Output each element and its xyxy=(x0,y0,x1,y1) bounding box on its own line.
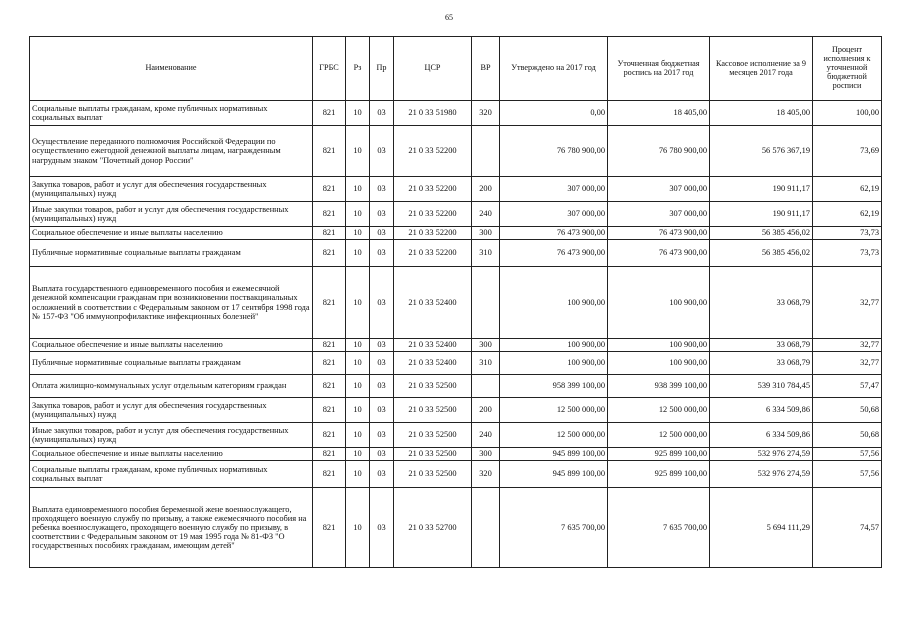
row-grbs: 821 xyxy=(313,398,346,423)
row-revised: 938 399 100,00 xyxy=(608,375,710,398)
row-revised: 307 000,00 xyxy=(608,202,710,227)
table-row xyxy=(30,227,882,240)
row-executed: 18 405,00 xyxy=(710,101,813,126)
row-vr: 300 xyxy=(472,448,500,461)
table-row xyxy=(30,423,882,448)
row-approved: 958 399 100,00 xyxy=(500,375,608,398)
row-pr: 03 xyxy=(370,202,394,227)
row-csr: 21 0 33 52500 xyxy=(394,461,472,488)
row-vr xyxy=(472,375,500,398)
row-approved: 12 500 000,00 xyxy=(500,423,608,448)
row-csr: 21 0 33 52200 xyxy=(394,202,472,227)
row-revised: 76 780 900,00 xyxy=(608,126,710,177)
row-pr: 03 xyxy=(370,339,394,352)
row-name: Социальные выплаты гражданам, кроме публичных нормативных социальных выплат xyxy=(30,461,313,488)
row-pr: 03 xyxy=(370,240,394,267)
row-grbs: 821 xyxy=(313,240,346,267)
row-grbs: 821 xyxy=(313,352,346,375)
row-rz: 10 xyxy=(346,423,370,448)
row-approved: 0,00 xyxy=(500,101,608,126)
row-rz: 10 xyxy=(346,448,370,461)
row-revised: 7 635 700,00 xyxy=(608,488,710,568)
row-rz: 10 xyxy=(346,202,370,227)
row-approved: 100 900,00 xyxy=(500,267,608,339)
row-pr: 03 xyxy=(370,267,394,339)
row-pr: 03 xyxy=(370,448,394,461)
row-rz: 10 xyxy=(346,267,370,339)
row-vr: 320 xyxy=(472,461,500,488)
row-name: Выплата единовременного пособия беременной жене военнослужащего, проходящего военную службу по призыву, а также ежемесячного пособия на ребенка военнослужащего, проходящего военную службу по призыву, в соответствии с Федеральным законом от 19 мая 1995 года № 81-ФЗ "О государственных пособиях гражданам, имеющим детей" xyxy=(30,488,313,568)
row-csr: 21 0 33 51980 xyxy=(394,101,472,126)
row-percent: 32,77 xyxy=(813,339,882,352)
row-name: Социальное обеспечение и иные выплаты населению xyxy=(30,339,313,352)
row-grbs: 821 xyxy=(313,488,346,568)
row-name: Закупка товаров, работ и услуг для обеспечения государственных (муниципальных) нужд xyxy=(30,398,313,423)
budget-table xyxy=(29,36,882,568)
row-executed: 33 068,79 xyxy=(710,267,813,339)
row-vr: 320 xyxy=(472,101,500,126)
row-revised: 76 473 900,00 xyxy=(608,240,710,267)
row-percent: 73,69 xyxy=(813,126,882,177)
table-row xyxy=(30,488,882,568)
row-revised: 100 900,00 xyxy=(608,267,710,339)
row-approved: 307 000,00 xyxy=(500,177,608,202)
row-rz: 10 xyxy=(346,339,370,352)
row-name: Публичные нормативные социальные выплаты гражданам xyxy=(30,352,313,375)
row-name: Социальные выплаты гражданам, кроме публичных нормативных социальных выплат xyxy=(30,101,313,126)
row-pr: 03 xyxy=(370,375,394,398)
header-revised: Уточненная бюджетная роспись на 2017 год xyxy=(608,37,710,101)
row-csr: 21 0 33 52400 xyxy=(394,352,472,375)
row-executed: 56 385 456,02 xyxy=(710,227,813,240)
row-pr: 03 xyxy=(370,101,394,126)
row-rz: 10 xyxy=(346,375,370,398)
header-row xyxy=(30,37,882,101)
table-row xyxy=(30,461,882,488)
row-vr xyxy=(472,267,500,339)
table-row xyxy=(30,339,882,352)
row-grbs: 821 xyxy=(313,461,346,488)
row-name: Оплата жилищно-коммунальных услуг отдельным категориям граждан xyxy=(30,375,313,398)
row-percent: 57,56 xyxy=(813,461,882,488)
row-csr: 21 0 33 52200 xyxy=(394,126,472,177)
row-rz: 10 xyxy=(346,101,370,126)
row-grbs: 821 xyxy=(313,126,346,177)
row-csr: 21 0 33 52200 xyxy=(394,240,472,267)
row-revised: 12 500 000,00 xyxy=(608,423,710,448)
row-pr: 03 xyxy=(370,423,394,448)
row-rz: 10 xyxy=(346,240,370,267)
row-pr: 03 xyxy=(370,398,394,423)
row-revised: 12 500 000,00 xyxy=(608,398,710,423)
row-grbs: 821 xyxy=(313,267,346,339)
row-grbs: 821 xyxy=(313,375,346,398)
row-name: Выплата государственного единовременного пособия и ежемесячной денежной компенсации гражданам при возникновении поствакцинальных осложнений в соответствии с Федеральным законом от 17 сентября 1998 года № 157-ФЗ "Об иммунопрофилактике инфекционных болезней" xyxy=(30,267,313,339)
row-executed: 33 068,79 xyxy=(710,339,813,352)
row-approved: 100 900,00 xyxy=(500,339,608,352)
header-approved: Утверждено на 2017 год xyxy=(500,37,608,101)
row-executed: 56 576 367,19 xyxy=(710,126,813,177)
row-percent: 32,77 xyxy=(813,352,882,375)
row-revised: 100 900,00 xyxy=(608,339,710,352)
row-executed: 33 068,79 xyxy=(710,352,813,375)
row-approved: 100 900,00 xyxy=(500,352,608,375)
row-percent: 50,68 xyxy=(813,423,882,448)
row-executed: 532 976 274,59 xyxy=(710,448,813,461)
row-rz: 10 xyxy=(346,398,370,423)
row-rz: 10 xyxy=(346,461,370,488)
row-name: Иные закупки товаров, работ и услуг для обеспечения государственных (муниципальных) нужд xyxy=(30,423,313,448)
row-csr: 21 0 33 52500 xyxy=(394,423,472,448)
row-percent: 62,19 xyxy=(813,177,882,202)
header-percent: Процент исполнения к уточненной бюджетной росписи xyxy=(813,37,882,101)
row-executed: 5 694 111,29 xyxy=(710,488,813,568)
row-vr: 300 xyxy=(472,339,500,352)
row-grbs: 821 xyxy=(313,423,346,448)
row-percent: 57,56 xyxy=(813,448,882,461)
row-name: Социальное обеспечение и иные выплаты населению xyxy=(30,227,313,240)
row-executed: 6 334 509,86 xyxy=(710,398,813,423)
row-percent: 62,19 xyxy=(813,202,882,227)
row-vr xyxy=(472,488,500,568)
page-number: 65 xyxy=(445,13,453,22)
row-grbs: 821 xyxy=(313,202,346,227)
header-csr: ЦСР xyxy=(394,37,472,101)
row-grbs: 821 xyxy=(313,227,346,240)
row-vr: 310 xyxy=(472,240,500,267)
header-executed: Кассовое исполнение за 9 месяцев 2017 года xyxy=(710,37,813,101)
row-executed: 56 385 456,02 xyxy=(710,240,813,267)
row-csr: 21 0 33 52700 xyxy=(394,488,472,568)
row-name: Социальное обеспечение и иные выплаты населению xyxy=(30,448,313,461)
row-vr: 240 xyxy=(472,202,500,227)
row-vr: 240 xyxy=(472,423,500,448)
row-executed: 6 334 509,86 xyxy=(710,423,813,448)
row-approved: 7 635 700,00 xyxy=(500,488,608,568)
row-csr: 21 0 33 52500 xyxy=(394,398,472,423)
row-executed: 532 976 274,59 xyxy=(710,461,813,488)
row-csr: 21 0 33 52200 xyxy=(394,177,472,202)
row-percent: 50,68 xyxy=(813,398,882,423)
row-percent: 100,00 xyxy=(813,101,882,126)
table-row xyxy=(30,202,882,227)
row-vr: 300 xyxy=(472,227,500,240)
row-percent: 74,57 xyxy=(813,488,882,568)
row-rz: 10 xyxy=(346,488,370,568)
row-revised: 307 000,00 xyxy=(608,177,710,202)
row-pr: 03 xyxy=(370,126,394,177)
row-percent: 32,77 xyxy=(813,267,882,339)
row-grbs: 821 xyxy=(313,339,346,352)
row-revised: 925 899 100,00 xyxy=(608,448,710,461)
header-rz: Рз xyxy=(346,37,370,101)
header-grbs: ГРБС xyxy=(313,37,346,101)
row-pr: 03 xyxy=(370,461,394,488)
row-revised: 76 473 900,00 xyxy=(608,227,710,240)
row-csr: 21 0 33 52500 xyxy=(394,375,472,398)
row-approved: 76 473 900,00 xyxy=(500,227,608,240)
table-row xyxy=(30,352,882,375)
row-grbs: 821 xyxy=(313,101,346,126)
row-percent: 73,73 xyxy=(813,240,882,267)
table-row xyxy=(30,240,882,267)
row-name: Осуществление переданного полномочия Российской Федерации по осуществлению ежегодной денежной выплаты лицам, награжденным нагрудным знаком "Почетный донор России" xyxy=(30,126,313,177)
row-pr: 03 xyxy=(370,488,394,568)
row-rz: 10 xyxy=(346,227,370,240)
row-approved: 945 899 100,00 xyxy=(500,448,608,461)
row-approved: 76 473 900,00 xyxy=(500,240,608,267)
row-executed: 539 310 784,45 xyxy=(710,375,813,398)
table-row xyxy=(30,101,882,126)
row-percent: 57,47 xyxy=(813,375,882,398)
row-approved: 307 000,00 xyxy=(500,202,608,227)
table-row xyxy=(30,398,882,423)
row-csr: 21 0 33 52500 xyxy=(394,448,472,461)
row-grbs: 821 xyxy=(313,448,346,461)
table-row xyxy=(30,448,882,461)
header-pr: Пр xyxy=(370,37,394,101)
row-csr: 21 0 33 52400 xyxy=(394,339,472,352)
row-vr xyxy=(472,126,500,177)
row-csr: 21 0 33 52400 xyxy=(394,267,472,339)
row-approved: 945 899 100,00 xyxy=(500,461,608,488)
row-rz: 10 xyxy=(346,352,370,375)
row-pr: 03 xyxy=(370,177,394,202)
row-approved: 76 780 900,00 xyxy=(500,126,608,177)
table-row xyxy=(30,177,882,202)
row-rz: 10 xyxy=(346,177,370,202)
row-rz: 10 xyxy=(346,126,370,177)
row-executed: 190 911,17 xyxy=(710,202,813,227)
row-percent: 73,73 xyxy=(813,227,882,240)
row-revised: 100 900,00 xyxy=(608,352,710,375)
row-pr: 03 xyxy=(370,352,394,375)
row-vr: 310 xyxy=(472,352,500,375)
header-name: Наименование xyxy=(30,37,313,101)
row-revised: 925 899 100,00 xyxy=(608,461,710,488)
row-grbs: 821 xyxy=(313,177,346,202)
table-row xyxy=(30,126,882,177)
row-executed: 190 911,17 xyxy=(710,177,813,202)
table-row xyxy=(30,375,882,398)
row-name: Закупка товаров, работ и услуг для обеспечения государственных (муниципальных) нужд xyxy=(30,177,313,202)
row-vr: 200 xyxy=(472,177,500,202)
row-name: Иные закупки товаров, работ и услуг для обеспечения государственных (муниципальных) нужд xyxy=(30,202,313,227)
row-vr: 200 xyxy=(472,398,500,423)
row-csr: 21 0 33 52200 xyxy=(394,227,472,240)
header-vr: ВР xyxy=(472,37,500,101)
table-row xyxy=(30,267,882,339)
row-name: Публичные нормативные социальные выплаты гражданам xyxy=(30,240,313,267)
row-pr: 03 xyxy=(370,227,394,240)
row-revised: 18 405,00 xyxy=(608,101,710,126)
row-approved: 12 500 000,00 xyxy=(500,398,608,423)
